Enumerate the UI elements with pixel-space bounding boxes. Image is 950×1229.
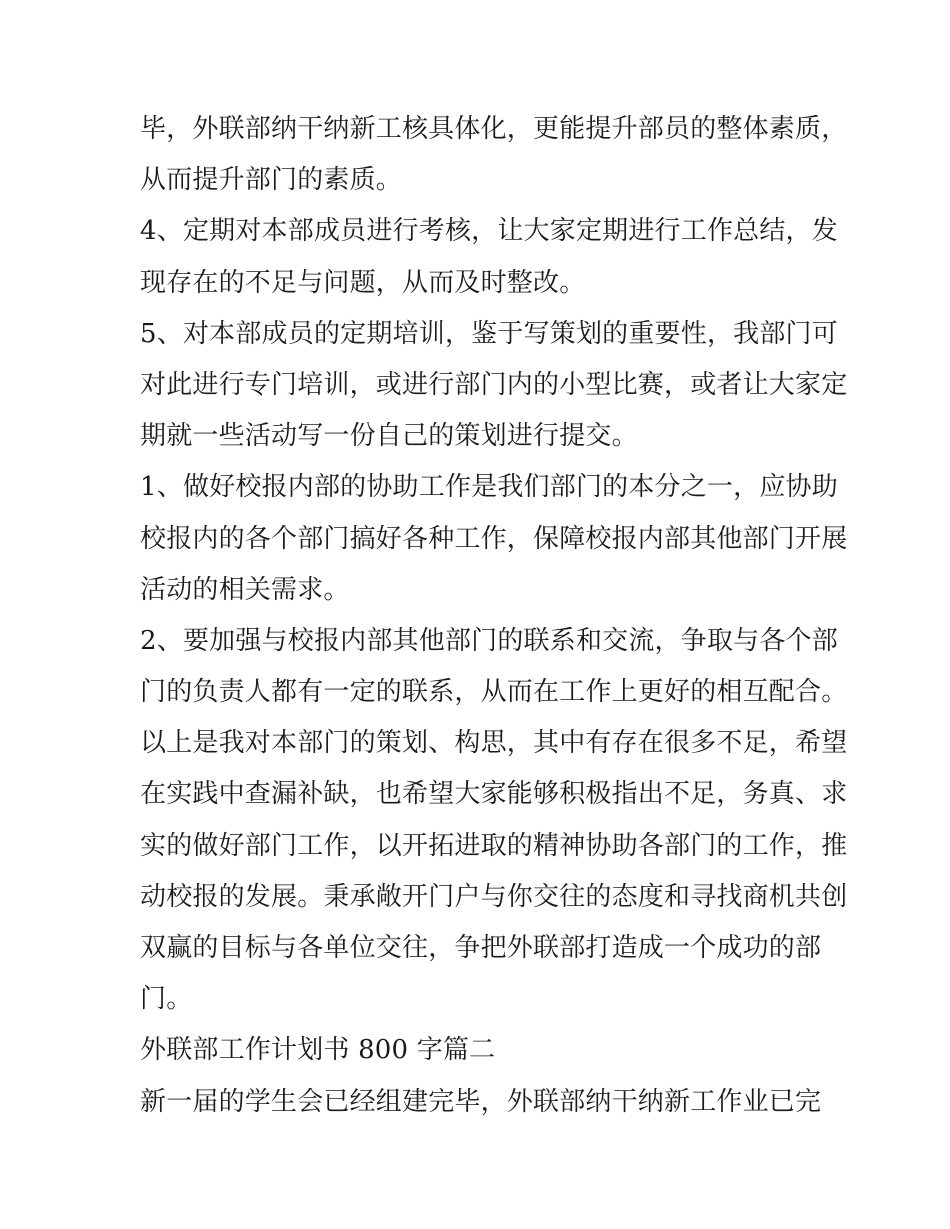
text-line: 现存在的不足与问题，从而及时整改。 — [140, 267, 586, 298]
text-line: 4、定期对本部成员进行考核，让大家定期进行工作总结，发 — [140, 216, 838, 247]
text-line: 门。 — [140, 984, 193, 1015]
text-line: 毕，外联部纳干纳新工核具体化，更能提升部员的整体素质， — [140, 114, 848, 144]
text-line: 从而提升部门的素质。 — [140, 165, 403, 196]
text-line: 期就一些活动写一份自己的策划进行提交。 — [140, 421, 638, 452]
text-line: 新一届的学生会已经组建完毕，外联部纳干纳新工作业已完 — [140, 1086, 822, 1117]
text-line: 对此进行专门培训，或进行部门内的小型比赛，或者让大家定 — [140, 369, 848, 400]
text-line: 双赢的目标与各单位交往，争把外联部打造成一个成功的部 — [140, 933, 822, 963]
text-line: 5、对本部成员的定期培训，鉴于写策划的重要性，我部门可 — [140, 318, 838, 349]
document-body — [140, 104, 848, 1128]
text-line: 实的做好部门工作，以开拓进取的精神协助各部门的工作，推 — [140, 830, 848, 861]
text-line: 活动的相关需求。 — [140, 574, 350, 605]
text-line: 以上是我对本部门的策划、构思，其中有存在很多不足，希望 — [140, 728, 848, 759]
text-line: 1、做好校报内部的协助工作是我们部门的本分之一，应协助 — [140, 472, 838, 503]
text-line: 校报内的各个部门搞好各种工作，保障校报内部其他部门开展 — [140, 523, 848, 554]
text-line: 2、要加强与校报内部其他部门的联系和交流，争取与各个部 — [140, 625, 838, 656]
text-line: 在实践中查漏补缺，也希望大家能够积极指出不足，务真、求 — [140, 779, 848, 810]
text-line: 动校报的发展。秉承敞开门户与你交往的态度和寻找商机共创 — [140, 881, 848, 912]
section-heading: 外联部工作计划书 800 字篇二 — [140, 1035, 496, 1066]
text-line: 门的负责人都有一定的联系，从而在工作上更好的相互配合。 — [140, 677, 848, 708]
